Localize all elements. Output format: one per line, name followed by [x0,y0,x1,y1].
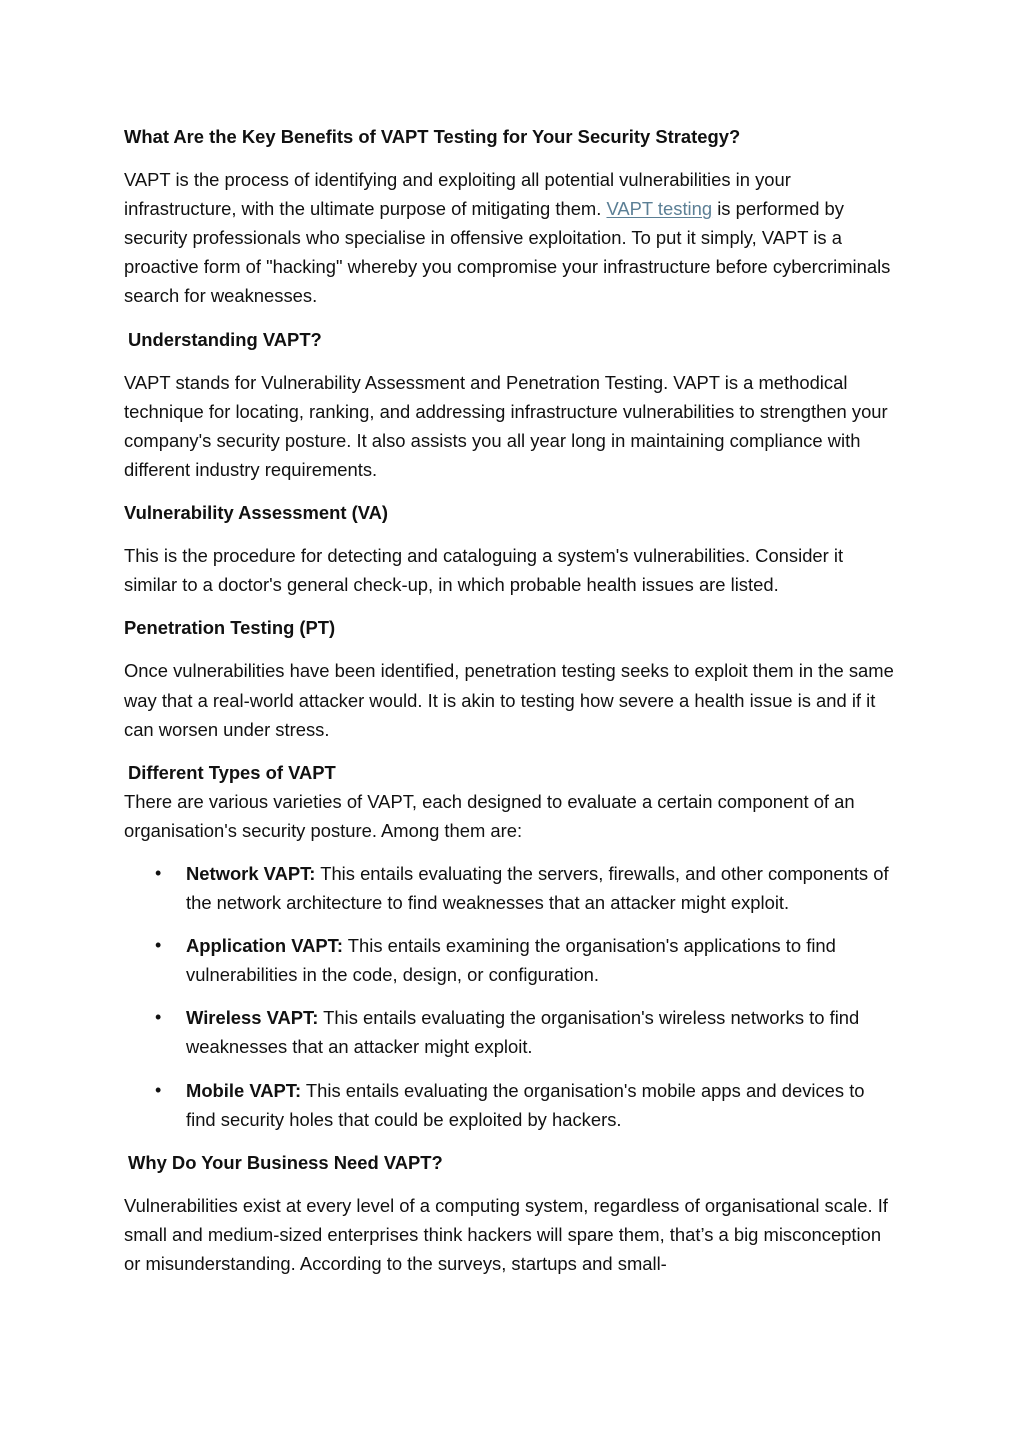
types-intro-paragraph: There are various varieties of VAPT, each designed to evaluate a certain component of an organisation's security posture. Among them are: [124,790,855,841]
list-item [124,1003,899,1061]
why-paragraph: Vulnerabilities exist at every level of a computing system, regardless of organisational scale. If small and medium-sized enterprises think hackers will spare them, that’s a big misconception or misunderstanding. According to the surveys, startups and small- [124,1194,888,1274]
section-heading-types: Different Types of VAPT [128,761,336,783]
list-item [124,859,899,917]
list-item-lead: Network VAPT: [186,862,316,884]
section-heading-pt: Penetration Testing (PT) [124,617,336,639]
section-heading-va: Vulnerability Assessment (VA) [124,502,389,524]
vapt-types-list [124,859,899,1134]
intro-text-part1: VAPT is the process of identifying and exploiting all potential vulnerabilities in your infrastructure, with the ultimate purpose of mitigating them. [124,169,791,220]
vapt-testing-link[interactable]: VAPT testing [606,198,713,220]
page-title: What Are the Key Benefits of VAPT Testing for Your Security Strategy? [124,126,741,147]
pt-paragraph: Once vulnerabilities have been identified, penetration testing seeks to exploit them in the same way that a real-world attacker would. It is akin to testing how severe a health issue is and if it can worsen under stress. [124,660,894,740]
list-item-lead: Mobile VAPT: [186,1079,302,1101]
list-item [124,931,899,989]
va-paragraph: This is the procedure for detecting and cataloguing a system's vulnerabilities. Consider it similar to a doctor's general check-up, in which probable health issues are listed. [124,545,844,596]
list-item-text: This entails evaluating the servers, firewalls, and other components of the network architecture to find weaknesses that an attacker might exploit. [186,862,889,914]
document-page [124,122,899,1278]
list-item-text: This entails evaluating the organisation's mobile apps and devices to find security holes that could be exploited by hackers. [186,1079,865,1130]
list-item [124,1076,899,1134]
understanding-paragraph: VAPT stands for Vulnerability Assessment and Penetration Testing. VAPT is a methodical technique for locating, ranking, and addressing infrastructure vulnerabilities to strengthen your company's security posture. It also assists you all year long in maintaining compliance with different industry requirements. [124,371,888,480]
bullet-icon: • [155,1079,162,1100]
list-item-text: This entails examining the organisation's applications to find vulnerabilities in the code, design, or configuration. [186,935,836,986]
list-item-lead: Application VAPT: [186,935,344,957]
section-heading-why: Why Do Your Business Need VAPT? [128,1151,443,1173]
intro-text-part2: is performed by security professionals who specialise in offensive exploitation. To put it simply, VAPT is a proactive form of "hacking" whereby you compromise your infrastructure before cybercriminals search for weaknesses. [124,198,891,307]
bullet-icon: • [155,1007,162,1028]
section-heading-understanding: Understanding VAPT? [128,328,322,350]
list-item-text: This entails evaluating the organisation's wireless networks to find weaknesses that an attacker might exploit. [186,1007,860,1058]
bullet-icon: • [155,935,162,956]
intro-paragraph [124,165,899,310]
bullet-icon: • [155,862,162,883]
list-item-lead: Wireless VAPT: [186,1007,319,1029]
